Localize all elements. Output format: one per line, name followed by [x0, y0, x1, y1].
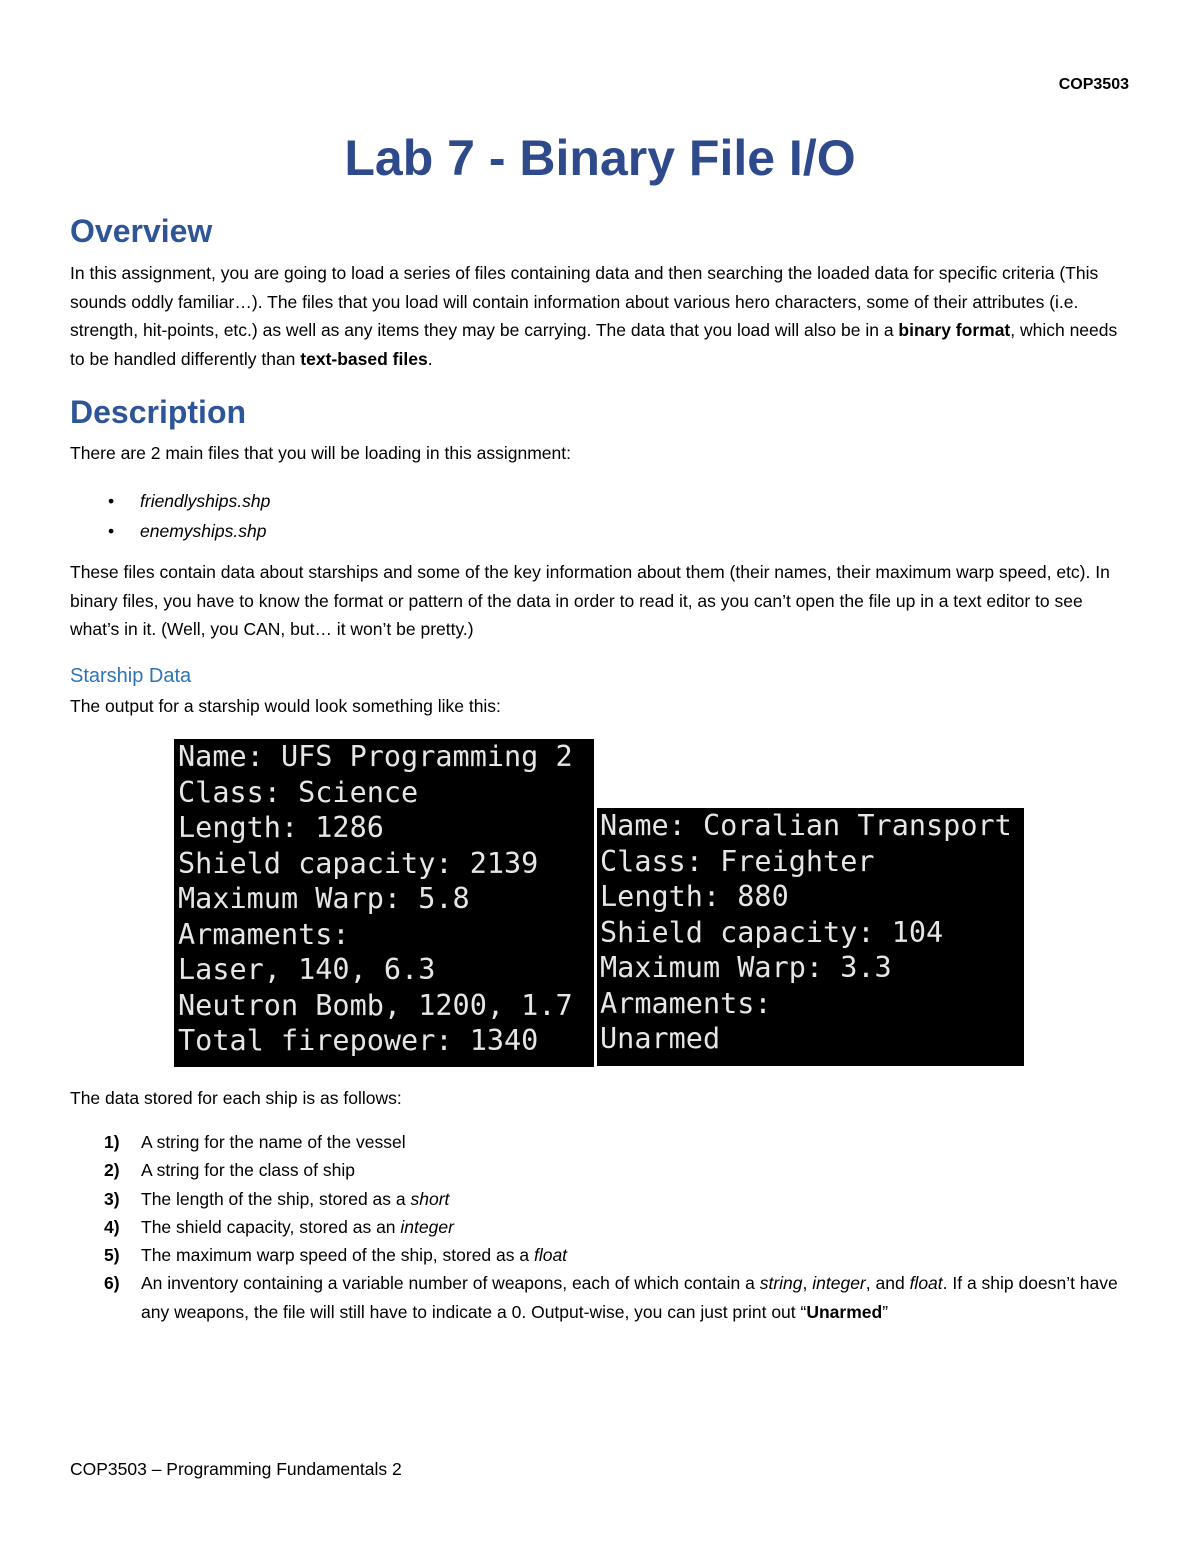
page-title: Lab 7 - Binary File I/O	[344, 130, 856, 186]
stored-data-list	[70, 1128, 1132, 1326]
bullet-icon: •	[108, 491, 115, 511]
terminal-line: Total firepower: 1340	[178, 1024, 539, 1057]
list-number: 2)	[104, 1160, 120, 1181]
header-course-code: COP3503	[1058, 76, 1129, 93]
list-number: 5)	[104, 1245, 120, 1266]
terminal-line: Laser, 140, 6.3	[178, 953, 436, 986]
binary-format-emphasis: binary format	[898, 320, 1011, 340]
list-number: 6)	[104, 1273, 120, 1294]
file-list	[70, 486, 270, 546]
terminal-line: Neutron Bomb, 1200, 1.7	[178, 988, 573, 1022]
terminal-line: Length: 880	[600, 880, 789, 913]
terminal-line: Maximum Warp: 3.3	[600, 951, 892, 984]
terminal-line: Name: UFS Programming 2	[178, 740, 573, 773]
page-footer: COP3503 – Programming Fundamentals 2	[70, 1459, 402, 1479]
bullet-icon: •	[108, 521, 115, 541]
terminal-line: Armaments:	[600, 986, 772, 1020]
overview-paragraph: In this assignment, you are going to load a series of files containing data and then searching the loaded data for specific criteria (This sounds oddly familiar…). The files that you load will contain information about various hero characters, some of their attributes (i.e. strength, hit-points, etc.) as well as any items they may be carrying. The data that you load will also be in a binary format, which needs to be handled differently than text-based files.	[70, 263, 1118, 369]
file-name: enemyships.shp	[140, 521, 267, 541]
terminal-output-armed-ship	[174, 739, 594, 1067]
description-body: These files contain data about starships and some of the key information about them (their names, their maximum warp speed, etc). In binary files, you have to know the format or pattern of the data in order to read it, as you can’t open the file up in a text editor to see what’s in it. (Well, you CAN, but… it won’t be pretty.)	[70, 562, 1110, 639]
terminal-line: Shield capacity: 2139	[178, 846, 539, 880]
list-item: 3) The length of the ship, stored as a short	[70, 1185, 1132, 1213]
description-intro: There are 2 main files that you will be loading in this assignment:	[70, 443, 571, 463]
terminal-line: Maximum Warp: 5.8	[178, 882, 470, 915]
list-item	[70, 516, 270, 546]
list-number: 1)	[104, 1132, 120, 1152]
starship-data-heading: Starship Data	[70, 665, 192, 687]
list-item: 2) A string for the class of ship	[70, 1156, 1132, 1184]
list-item	[70, 486, 270, 516]
terminal-line: Name: Coralian Transport	[600, 809, 1012, 842]
terminal-line: Class: Science	[178, 775, 419, 809]
list-item: 4) The shield capacity, stored as an integer	[70, 1213, 1132, 1241]
overview-heading: Overview	[70, 213, 213, 249]
starship-data-intro: The output for a starship would look something like this:	[70, 696, 501, 716]
list-item: 5) The maximum warp speed of the ship, stored as a float	[70, 1241, 1132, 1269]
list-number: 3)	[104, 1188, 120, 1209]
terminal-line: Shield capacity: 104	[600, 915, 944, 949]
file-name: friendlyships.shp	[140, 491, 271, 511]
text-based-files-emphasis: text-based files	[300, 348, 428, 369]
terminal-line: Class: Freighter	[600, 844, 875, 878]
terminal-line: Unarmed	[600, 1022, 721, 1055]
list-item: 1) A string for the name of the vessel	[70, 1128, 1132, 1156]
description-heading: Description	[70, 394, 247, 430]
stored-data-intro: The data stored for each ship is as follows:	[70, 1088, 402, 1108]
list-number: 4)	[104, 1216, 120, 1237]
terminal-line: Length: 1286	[178, 811, 384, 844]
list-item: 6) An inventory containing a variable number of weapons, each of which contain a string, integer, and float. If a ship doesn’t have any weapons, the file will still have to indicate a 0. Output-wise, you can just print out “Unarmed”	[70, 1269, 1132, 1326]
terminal-output-unarmed-ship	[597, 808, 1024, 1066]
terminal-line: Armaments:	[178, 917, 350, 951]
